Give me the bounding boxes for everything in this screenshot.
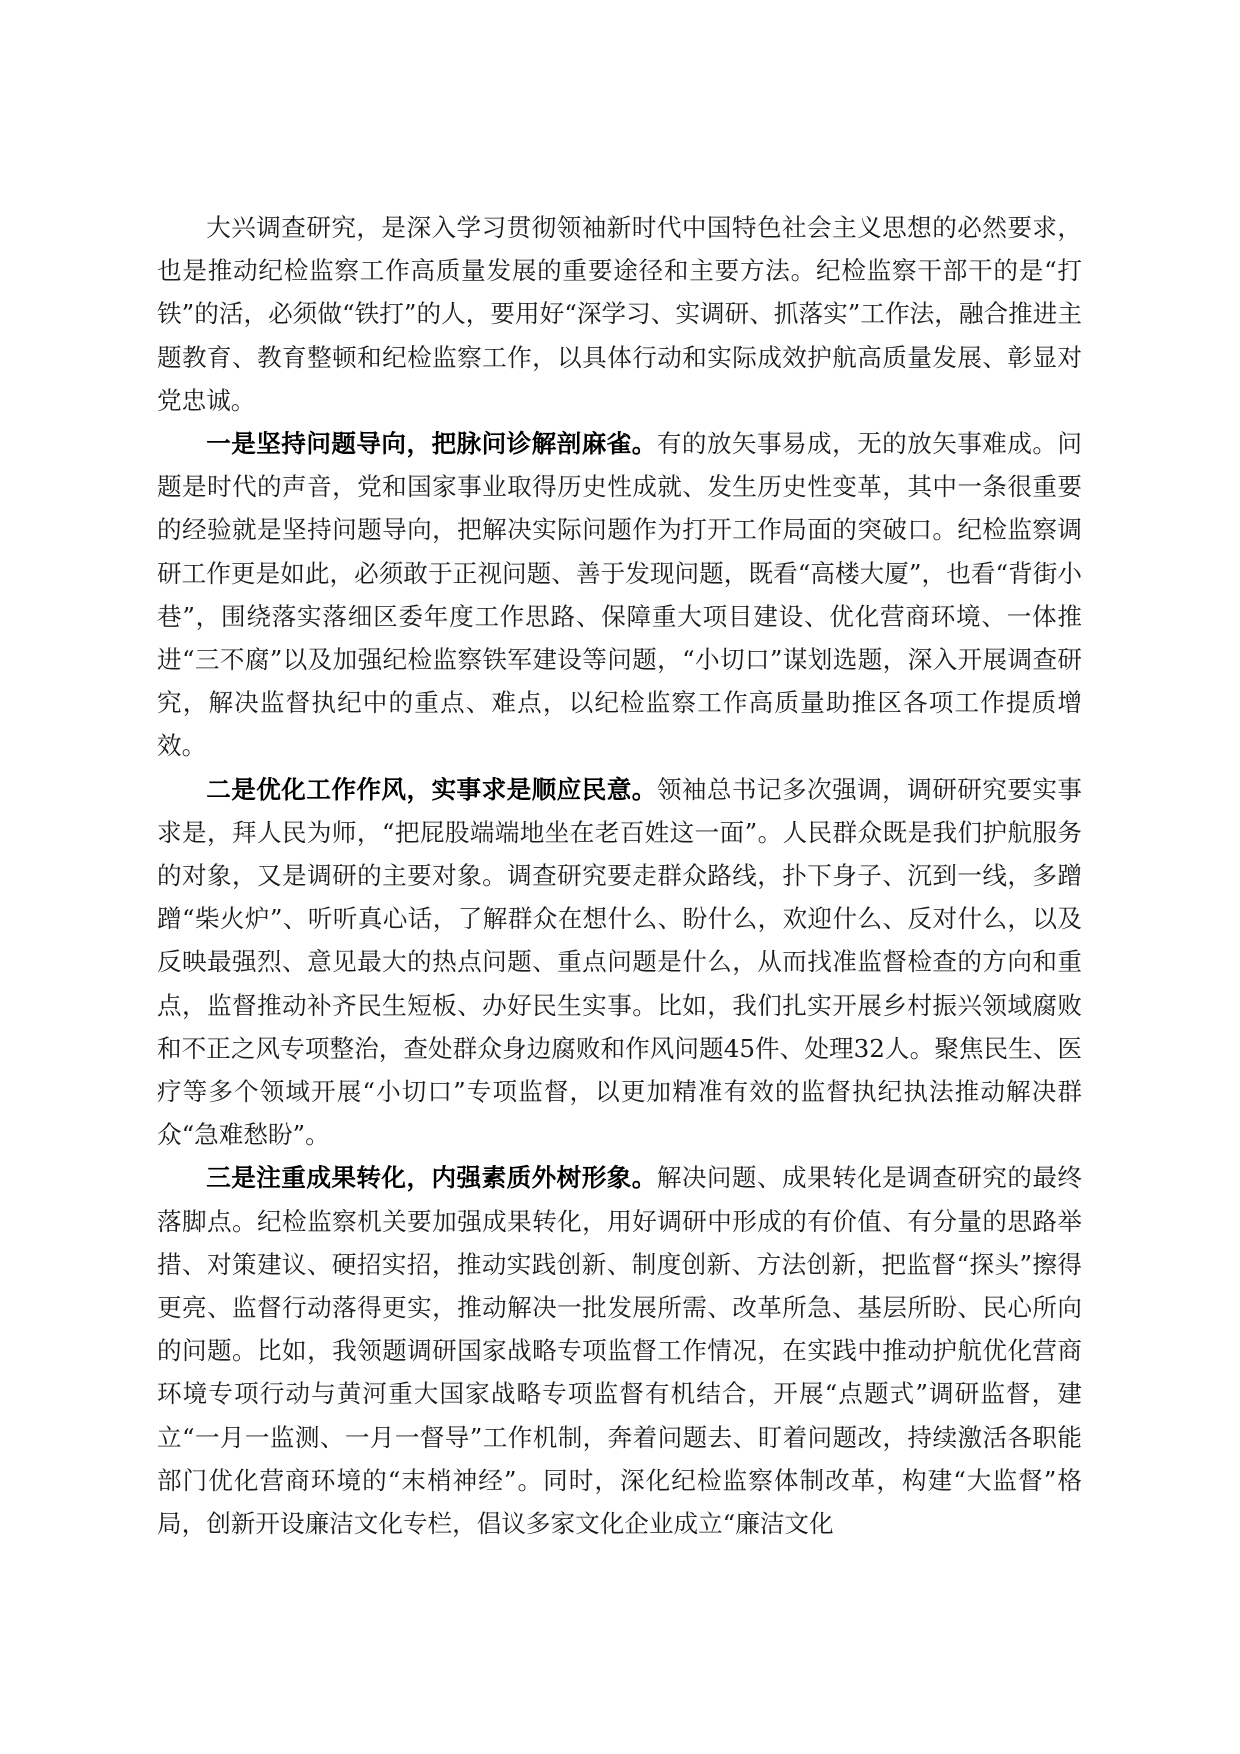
intro-paragraph: 大兴调查研究，是深入学习贯彻领袖新时代中国特色社会主义思想的必然要求，也是推动纪检监察工作高质量发展的重要途径和主要方法。纪检监察干部干的是“打铁”的活，必须做“铁打”的人，要用好“深学习、实调研、抓落实”工作法，融合推进主题教育、教育整顿和纪检监察工作，以具体行动和实际成效护航高质量发展、彰显对党忠诚。	[157, 213, 1082, 415]
section-body-1: 有的放矢事易成，无的放矢事难成。问题是时代的声音，党和国家事业取得历史性成就、发生历史性变革，其中一条很重要的经验就是坚持问题导向，把解决实际问题作为打开工作局面的突破口。纪检监察调研工作更是如此，必须敢于正视问题、善于发现问题，既看“高楼大厦”，也看“背街小巷”，围绕落实落细区委年度工作思路、保障重大项目建设、优化营商环境、一体推进“三不腐”以及加强纪检监察铁军建设等问题，“小切口”谋划选题，深入开展调查研究，解决监督执纪中的重点、难点，以纪检监察工作高质量助推区各项工作提质增效。	[157, 429, 1082, 761]
section-lead-2: 二是优化工作作风，实事求是顺应民意。	[206, 774, 657, 804]
section-body-2: 领袖总书记多次强调，调研研究要实事求是，拜人民为师，“把屁股端端地坐在老百姓这一面”。人民群众既是我们护航服务的对象，又是调研的主要对象。调查研究要走群众路线，扑下身子、沉到一线，多蹭蹭“柴火炉”、听听真心话，了解群众在想什么、盼什么，欢迎什么、反对什么，以及反映最强烈、意见最大的热点问题、重点问题是什么，从而找准监督检查的方向和重点，监督推动补齐民生短板、办好民生实事。比如，我们扎实开展乡村振兴领域腐败和不正之风专项整治，查处群众身边腐败和作风问题45件、处理32人。聚焦民生、医疗等多个领域开展“小切口”专项监督，以更加精准有效的监督执纪执法推动解决群众“急难愁盼”。	[157, 774, 1082, 1150]
section-paragraph-1	[157, 422, 1082, 768]
document-body	[157, 206, 1082, 1545]
section-body-3: 解决问题、成果转化是调查研究的最终落脚点。纪检监察机关要加强成果转化，用好调研中形成的有价值、有分量的思路举措、对策建议、硬招实招，推动实践创新、制度创新、方法创新，把监督“探头”擦得更亮、监督行动落得更实，推动解决一批发展所需、改革所急、基层所盼、民心所向的问题。比如，我领题调研国家战略专项监督工作情况，在实践中推动护航优化营商环境专项行动与黄河重大国家战略专项监督有机结合，开展“点题式”调研监督，建立“一月一监测、一月一督导”工作机制，奔着问题去、盯着问题改，持续激活各职能部门优化营商环境的“末梢神经”。同时，深化纪检监察体制改革，构建“大监督”格局，创新开设廉洁文化专栏，倡议多家文化企业成立“廉洁文化	[157, 1163, 1082, 1539]
section-lead-1: 一是坚持问题导向，把脉问诊解剖麻雀。	[206, 429, 657, 459]
section-paragraph-3	[157, 1156, 1082, 1545]
section-paragraph-2	[157, 768, 1082, 1157]
section-lead-3: 三是注重成果转化，内强素质外树形象。	[206, 1163, 657, 1193]
